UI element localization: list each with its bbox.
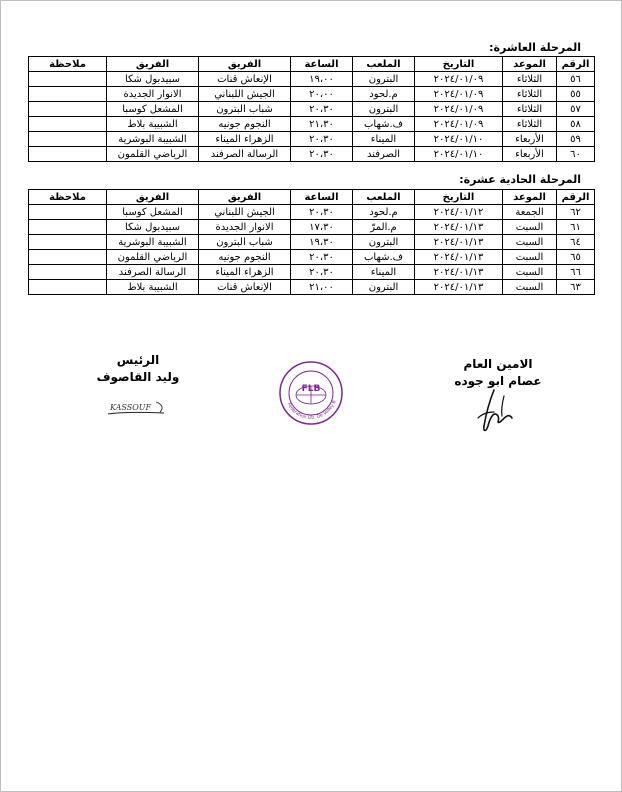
cell-number: ٥٧ — [557, 102, 595, 117]
cell-number: ٥٥ — [557, 87, 595, 102]
cell-note — [29, 132, 107, 147]
cell-venue: الميناء — [353, 132, 415, 147]
table-row — [29, 235, 595, 250]
cell-team-2: الشبيبة بلاط — [107, 117, 199, 132]
cell-day: الأربعاء — [503, 132, 557, 147]
cell-number: ٦٥ — [557, 250, 595, 265]
president-signature-text: KASSOUF — [110, 403, 152, 412]
table-row — [29, 250, 595, 265]
cell-number: ٦٦ — [557, 265, 595, 280]
col-venue: الملعب — [353, 57, 415, 72]
cell-team-1: شباب البترون — [199, 102, 291, 117]
table-row — [29, 102, 595, 117]
col-number: الرقم — [557, 57, 595, 72]
cell-venue: الصرفند — [353, 147, 415, 162]
col-team-2: الفريق — [107, 57, 199, 72]
table-row — [29, 147, 595, 162]
cell-team-2: سبيدبول شكا — [107, 220, 199, 235]
cell-day: الأربعاء — [503, 147, 557, 162]
cell-time: ١٩،٣٠ — [291, 235, 353, 250]
col-number: الرقم — [557, 190, 595, 205]
cell-day: الثلاثاء — [503, 72, 557, 87]
cell-time: ٢٠،٣٠ — [291, 102, 353, 117]
secretary-signature — [468, 388, 516, 434]
cell-note — [29, 147, 107, 162]
cell-day: الثلاثاء — [503, 102, 557, 117]
cell-team-1: الزهراء الميناء — [199, 132, 291, 147]
table-row — [29, 87, 595, 102]
table-row — [29, 205, 595, 220]
cell-date: ٢٠٢٤/٠١/٠٩ — [415, 87, 503, 102]
cell-number: ٦٠ — [557, 147, 595, 162]
cell-note — [29, 220, 107, 235]
table-row — [29, 117, 595, 132]
cell-day: الثلاثاء — [503, 87, 557, 102]
cell-date: ٢٠٢٤/٠١/١٣ — [415, 220, 503, 235]
cell-team-1: الإنعاش قنات — [199, 280, 291, 295]
cell-time: ١٧،٣٠ — [291, 220, 353, 235]
cell-day: السبت — [503, 220, 557, 235]
cell-day: الثلاثاء — [503, 117, 557, 132]
cell-venue: م.لحود — [353, 87, 415, 102]
cell-number: ٦١ — [557, 220, 595, 235]
col-team-2: الفريق — [107, 190, 199, 205]
cell-note — [29, 205, 107, 220]
round-11-title: المرحلة الحادية عشرة: — [459, 173, 581, 186]
cell-team-2: الشبيبة البوشرية — [107, 235, 199, 250]
cell-team-1: الزهراء الميناء — [199, 265, 291, 280]
cell-day: السبت — [503, 265, 557, 280]
col-venue: الملعب — [353, 190, 415, 205]
president-signature-block — [90, 352, 186, 386]
cell-team-2: المشعل كوسبا — [107, 205, 199, 220]
cell-day: السبت — [503, 235, 557, 250]
cell-note — [29, 265, 107, 280]
col-note: ملاحظة — [29, 57, 107, 72]
table-row — [29, 265, 595, 280]
cell-team-1: الرسالة الصرفند — [199, 147, 291, 162]
cell-note — [29, 117, 107, 132]
cell-day: السبت — [503, 250, 557, 265]
cell-date: ٢٠٢٤/٠١/١٠ — [415, 132, 503, 147]
cell-note — [29, 235, 107, 250]
secretary-title: الامين العام — [463, 357, 533, 371]
cell-note — [29, 102, 107, 117]
cell-date: ٢٠٢٤/٠١/١٣ — [415, 250, 503, 265]
table-header-row — [29, 57, 595, 72]
cell-team-2: الانوار الجديدة — [107, 87, 199, 102]
cell-number: ٦٣ — [557, 280, 595, 295]
cell-note — [29, 72, 107, 87]
cell-date: ٢٠٢٤/٠١/٠٩ — [415, 102, 503, 117]
table-row — [29, 280, 595, 295]
president-signature — [106, 396, 170, 420]
cell-day: السبت — [503, 280, 557, 295]
col-time: الساعة — [291, 57, 353, 72]
cell-team-1: شباب البترون — [199, 235, 291, 250]
cell-time: ٢٠،٠٠ — [291, 87, 353, 102]
cell-number: ٦٤ — [557, 235, 595, 250]
cell-time: ٢٠،٣٠ — [291, 147, 353, 162]
cell-team-2: الشبيبة البوشرية — [107, 132, 199, 147]
round-11-table — [28, 189, 595, 295]
cell-note — [29, 250, 107, 265]
cell-time: ٢٠،٣٠ — [291, 132, 353, 147]
col-note: ملاحظة — [29, 190, 107, 205]
cell-date: ٢٠٢٤/٠١/١٣ — [415, 280, 503, 295]
round-10-table — [28, 56, 595, 162]
cell-date: ٢٠٢٤/٠١/١٣ — [415, 265, 503, 280]
col-time: الساعة — [291, 190, 353, 205]
cell-time: ١٩،٠٠ — [291, 72, 353, 87]
cell-date: ٢٠٢٤/٠١/١٣ — [415, 235, 503, 250]
cell-team-2: الرياضي القلمون — [107, 250, 199, 265]
president-title: الرئيس — [116, 353, 160, 367]
round-10-title: المرحلة العاشرة: — [489, 41, 581, 54]
cell-time: ٢١،٠٠ — [291, 280, 353, 295]
federation-stamp — [278, 360, 344, 426]
cell-team-2: الرسالة الصرفند — [107, 265, 199, 280]
cell-team-1: الجيش اللبناني — [199, 205, 291, 220]
table-row — [29, 220, 595, 235]
cell-date: ٢٠٢٤/٠١/٠٩ — [415, 117, 503, 132]
cell-number: ٥٦ — [557, 72, 595, 87]
cell-date: ٢٠٢٤/٠١/٠٩ — [415, 72, 503, 87]
col-date: التاريخ — [415, 57, 503, 72]
col-team-1: الفريق — [199, 57, 291, 72]
col-day: الموعد — [503, 190, 557, 205]
cell-venue: البترون — [353, 235, 415, 250]
cell-venue: م.لحود — [353, 205, 415, 220]
cell-venue: البترون — [353, 280, 415, 295]
cell-team-2: سبيدبول شكا — [107, 72, 199, 87]
col-date: التاريخ — [415, 190, 503, 205]
cell-number: ٥٨ — [557, 117, 595, 132]
cell-time: ٢١،٣٠ — [291, 117, 353, 132]
president-name: وليد القاصوف — [96, 370, 180, 384]
table-row — [29, 132, 595, 147]
cell-team-2: الرياضي القلمون — [107, 147, 199, 162]
cell-time: ٢٠،٣٠ — [291, 265, 353, 280]
cell-venue: البترون — [353, 102, 415, 117]
cell-number: ٥٩ — [557, 132, 595, 147]
cell-day: الجمعة — [503, 205, 557, 220]
col-day: الموعد — [503, 57, 557, 72]
cell-date: ٢٠٢٤/٠١/١٠ — [415, 147, 503, 162]
stamp-text: Federation Lib. De Volley B — [285, 399, 338, 421]
cell-team-1: الانوار الجديدة — [199, 220, 291, 235]
cell-number: ٦٢ — [557, 205, 595, 220]
cell-team-2: المشعل كوسبا — [107, 102, 199, 117]
cell-time: ٢٠،٣٠ — [291, 205, 353, 220]
cell-team-2: الشبيبة بلاط — [107, 280, 199, 295]
cell-time: ٢٠،٣٠ — [291, 250, 353, 265]
cell-team-1: الجيش اللبناني — [199, 87, 291, 102]
cell-date: ٢٠٢٤/٠١/١٢ — [415, 205, 503, 220]
cell-venue: ف.شهاب — [353, 117, 415, 132]
cell-venue: البترون — [353, 72, 415, 87]
col-team-1: الفريق — [199, 190, 291, 205]
cell-team-1: النجوم جونيه — [199, 250, 291, 265]
cell-venue: م.المرّ — [353, 220, 415, 235]
cell-venue: الميناء — [353, 265, 415, 280]
secretary-signature-block — [448, 356, 548, 390]
cell-note — [29, 280, 107, 295]
secretary-name: عصام ابو جوده — [454, 374, 542, 388]
cell-note — [29, 87, 107, 102]
cell-team-1: الإنعاش قنات — [199, 72, 291, 87]
stamp-initials: FLB — [301, 384, 321, 394]
table-row — [29, 72, 595, 87]
cell-venue: ف.شهاب — [353, 250, 415, 265]
cell-team-1: النجوم جونيه — [199, 117, 291, 132]
table-header-row — [29, 190, 595, 205]
